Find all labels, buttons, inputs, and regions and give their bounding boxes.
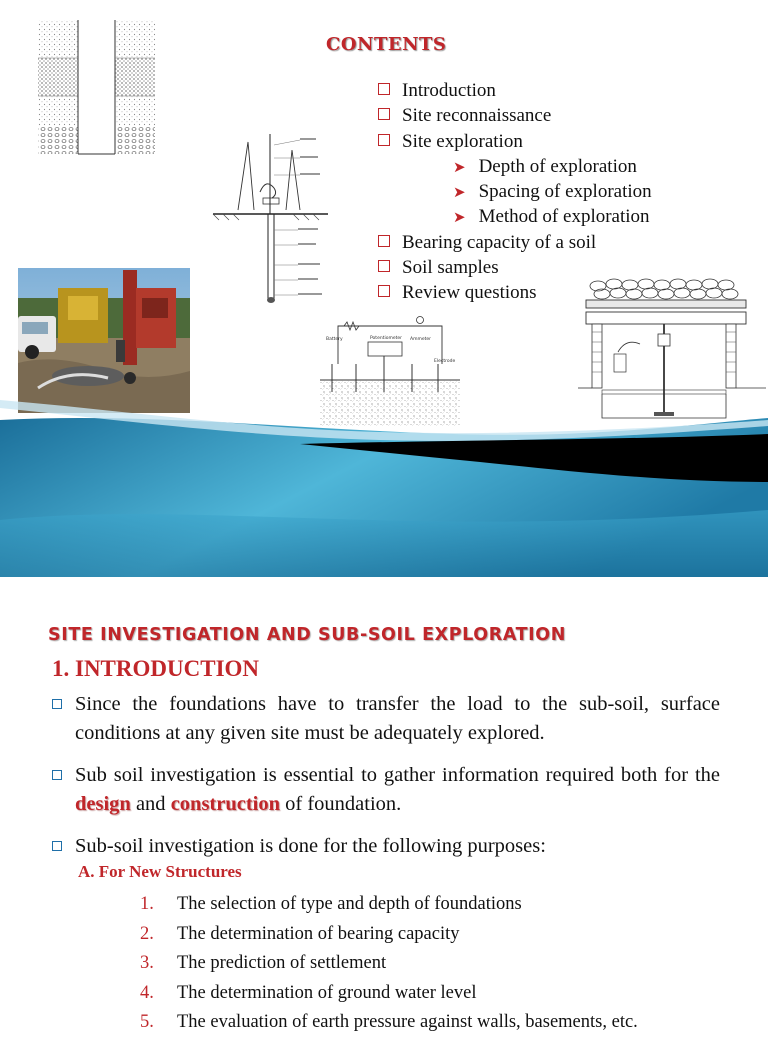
decorative-wave-band (0, 400, 768, 577)
square-bullet-icon (378, 134, 390, 146)
paragraph-text-mid: and (130, 793, 171, 815)
list-item-text: The determination of bearing capacity (177, 923, 460, 944)
square-bullet-icon (378, 83, 390, 95)
contents-item (378, 129, 652, 154)
section-heading: 1. INTRODUCTION (52, 656, 260, 681)
paragraph-purposes (52, 832, 720, 861)
contents-item-label: Spacing of exploration (478, 181, 652, 203)
contents-subitem (378, 154, 652, 179)
square-bullet-icon (52, 841, 62, 851)
square-bullet-icon (378, 235, 390, 247)
list-item (140, 890, 638, 920)
borehole-strata-figure (33, 18, 163, 158)
arrow-bullet-icon: ➤ (453, 183, 466, 202)
sampler-probe-figure (208, 130, 333, 305)
contents-item (378, 78, 652, 103)
list-item (140, 979, 638, 1009)
list-number: 5. (140, 1012, 154, 1033)
paragraph-text (75, 761, 720, 819)
electrode-label: Electrode (434, 359, 456, 364)
paragraph-text-end: of foundation. (280, 793, 402, 815)
contents-title: CONTENTS (326, 34, 447, 55)
list-item-text: The determination of ground water level (177, 982, 477, 1003)
square-bullet-icon (378, 285, 390, 297)
list-number: 2. (140, 923, 154, 944)
paragraph-foundations (52, 690, 720, 748)
highlight-construction: construction (170, 793, 281, 815)
drilling-rig-photo (18, 268, 190, 413)
paragraph-investigation (52, 761, 720, 819)
contents-item-label: Soil samples (402, 257, 499, 279)
list-number: 1. (140, 894, 154, 914)
contents-item (378, 103, 652, 128)
contents-subitem (378, 204, 652, 229)
contents-item-label: Method of exploration (478, 206, 650, 228)
square-bullet-icon (52, 770, 62, 780)
list-item-text: The evaluation of earth pressure against walls, basements, etc. (177, 1012, 638, 1033)
square-bullet-icon (378, 108, 390, 120)
paragraph-text: Sub-soil investigation is done for the following purposes: (75, 835, 546, 857)
slide-title: SITE INVESTIGATION AND SUB-SOIL EXPLORATION (48, 625, 566, 645)
contents-item-label: Introduction (402, 80, 496, 101)
subheading-new-structures: A. For New Structures (78, 862, 242, 881)
potentiometer-label: Potentiometer (370, 336, 402, 341)
highlight-design: design (75, 793, 131, 815)
contents-item-label: Site exploration (402, 130, 523, 152)
battery-label: Battery (326, 337, 343, 342)
paragraph-text: Since the foundations have to transfer the load to the sub-soil, surface conditions at any given site must be adequately explored. (75, 693, 720, 744)
arrow-bullet-icon: ➤ (453, 157, 466, 176)
contents-item-label: Depth of exploration (478, 155, 637, 177)
introduction-slide (0, 598, 768, 1033)
contents-list (378, 78, 652, 306)
arrow-bullet-icon: ➤ (453, 208, 466, 227)
list-item (140, 1008, 638, 1038)
list-item-text: The prediction of settlement (177, 953, 387, 974)
contents-item (378, 280, 652, 305)
contents-item (378, 255, 652, 280)
square-bullet-icon (52, 699, 62, 709)
list-item (140, 949, 638, 979)
list-number: 4. (140, 982, 154, 1003)
contents-item-label: Bearing capacity of a soil (402, 231, 597, 253)
list-item-text: The selection of type and depth of foundations (177, 894, 522, 914)
paragraph-text-start: Sub soil investigation is essential to gather information required both for the (75, 764, 720, 786)
square-bullet-icon (378, 260, 390, 272)
contents-item-label: Site reconnaissance (402, 105, 552, 127)
list-item (140, 920, 638, 950)
contents-item-label: Review questions (402, 282, 537, 304)
ammeter-label: Ammeter (410, 337, 431, 342)
list-number: 3. (140, 953, 154, 974)
contents-item (378, 230, 652, 255)
contents-subitem (378, 179, 652, 204)
purposes-list (140, 890, 638, 1038)
